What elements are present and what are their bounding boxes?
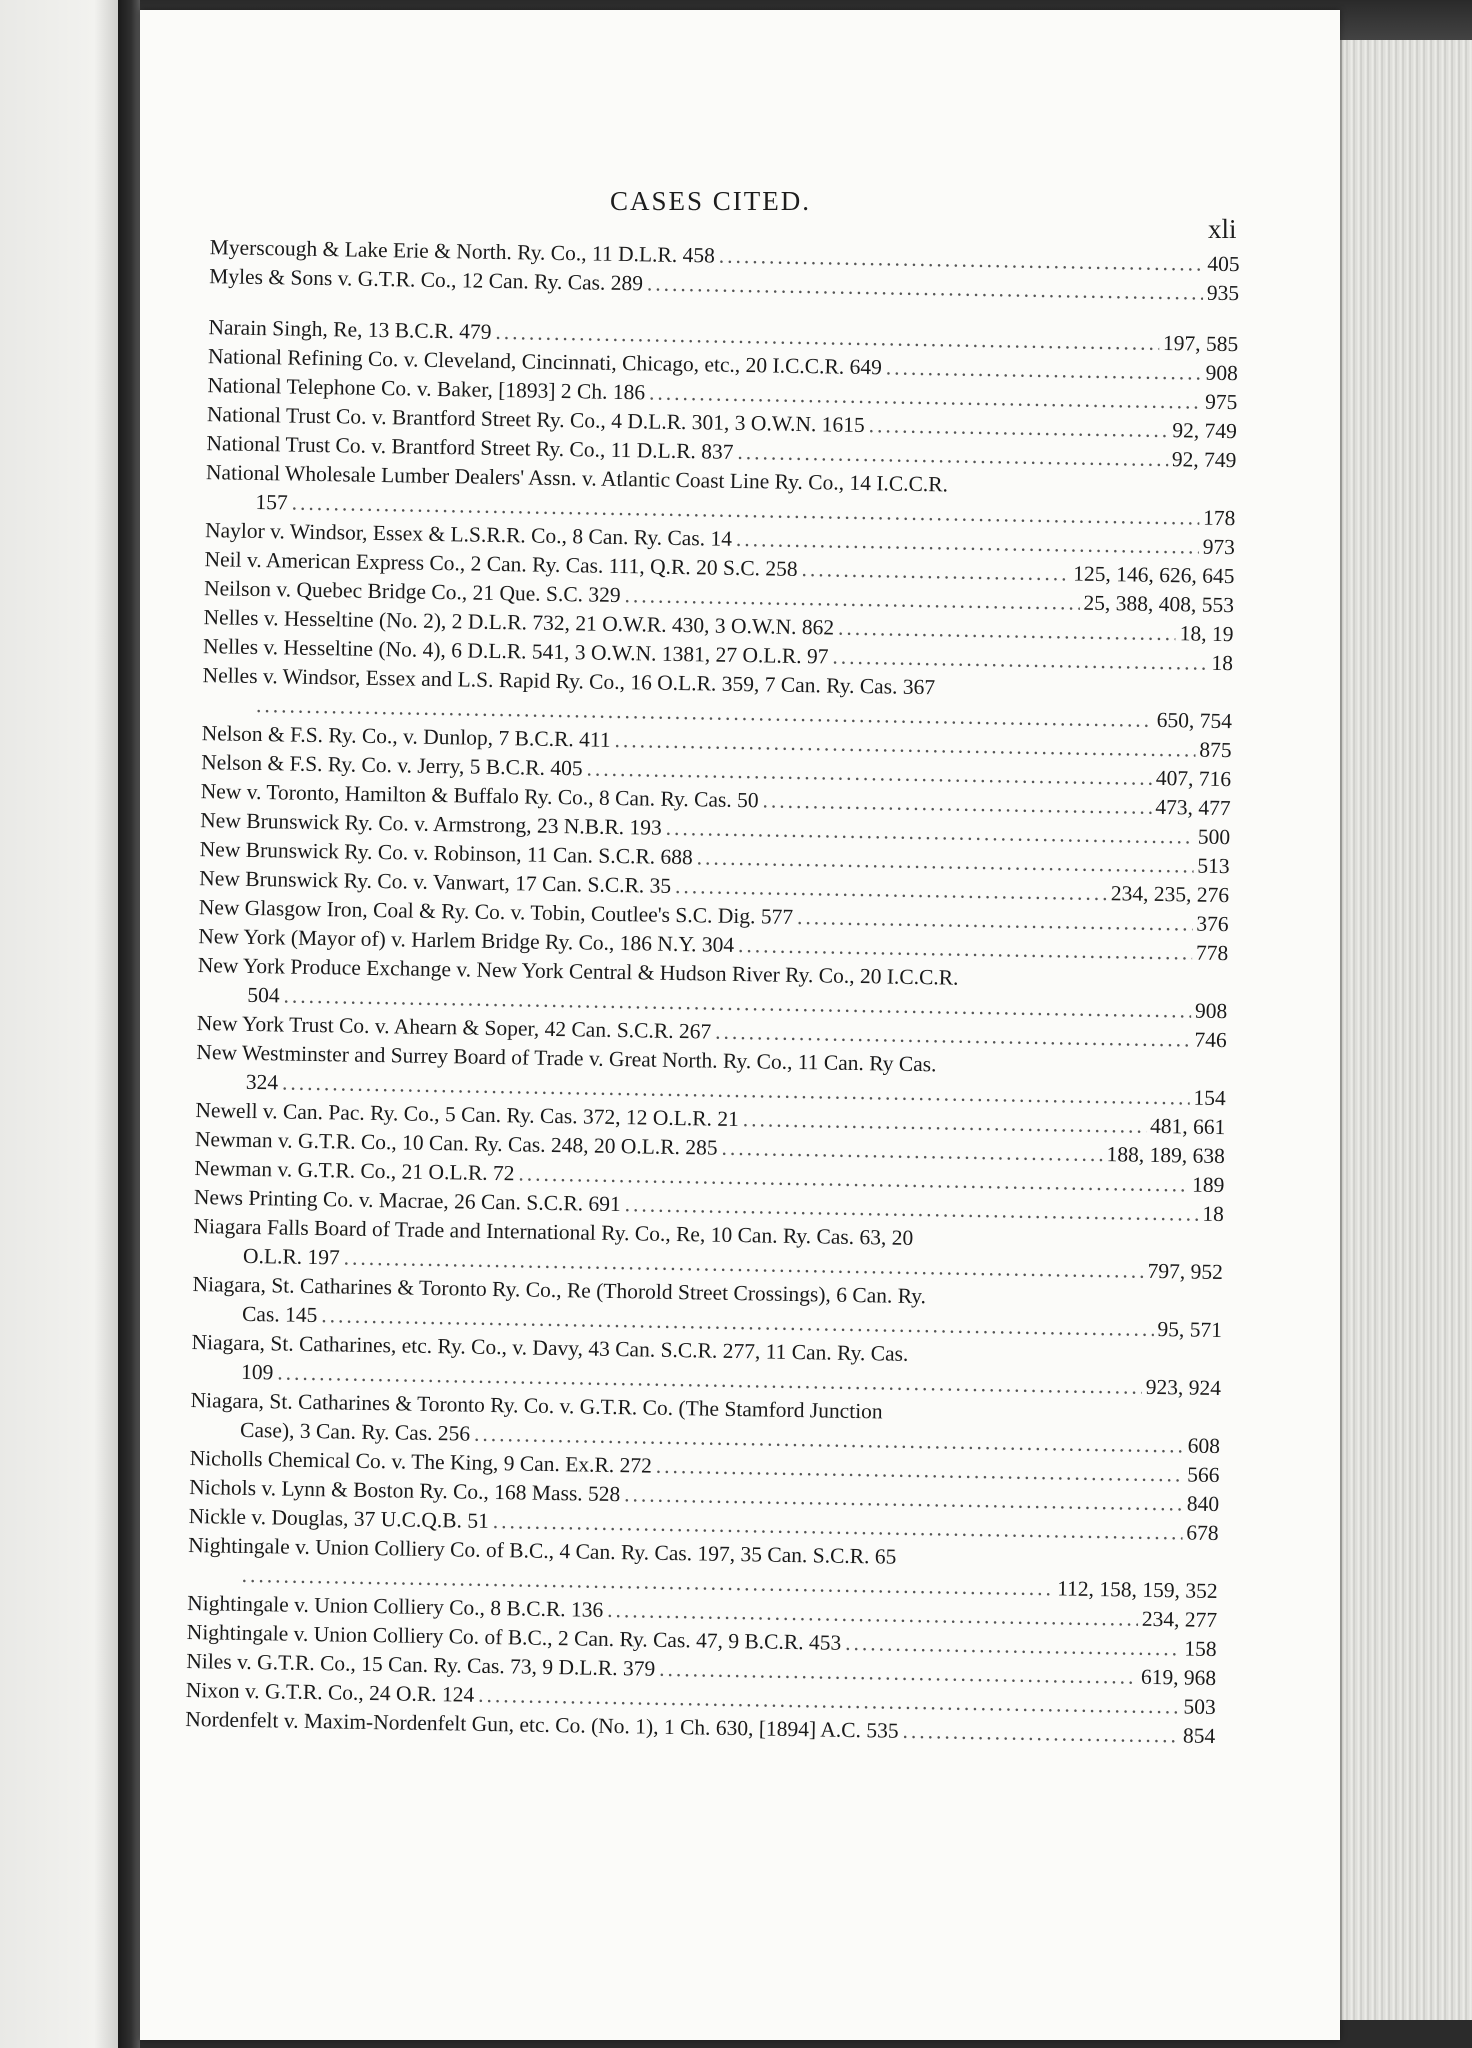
- citation-title: Nelles v. Windsor, Essex and L.S. Rapid Ry. Co., 16 O.L.R. 359, 7 Can. Ry. Cas. 367: [202, 663, 936, 700]
- citation-pages: 481, 661: [1149, 1113, 1226, 1140]
- citation-pages: 18: [1202, 1201, 1225, 1227]
- dot-leader: [801, 555, 1069, 588]
- citation-continuation-text: O.L.R. 197: [242, 1243, 340, 1270]
- citation-pages: 619, 968: [1140, 1664, 1217, 1691]
- citation-pages: 188, 189, 638: [1106, 1142, 1226, 1169]
- citation-title: Niagara Falls Board of Trade and International Ry. Co., Re, 10 Can. Ry. Cas. 63, 20: [193, 1214, 914, 1250]
- citation-pages: 18, 19: [1179, 621, 1234, 647]
- citation-title: New York (Mayor of) v. Harlem Bridge Ry. Co., 186 N.Y. 304: [198, 924, 735, 957]
- citation-pages: 112, 158, 159, 352: [1056, 1576, 1218, 1604]
- citation-title: Newell v. Can. Pac. Ry. Co., 5 Can. Ry. Cas. 372, 12 O.L.R. 21: [195, 1098, 740, 1132]
- citation-pages: 875: [1199, 737, 1232, 763]
- citation-title: National Wholesale Lumber Dealers' Assn. v. Atlantic Coast Line Ry. Co., 14 I.C.C.R.: [205, 460, 949, 497]
- citation-pages: 197, 585: [1162, 330, 1239, 357]
- citation-pages: 908: [1205, 360, 1239, 386]
- citation-pages: 92, 749: [1171, 447, 1237, 473]
- citation-title: Nightingale v. Union Colliery Co. of B.C., 2 Can. Ry. Cas. 47, 9 B.C.R. 453: [186, 1619, 842, 1655]
- citation-title: Niagara, St. Catharines & Toronto Ry. Co. v. G.T.R. Co. (The Stamford Junction: [190, 1388, 883, 1424]
- citation-title: Myles & Sons v. G.T.R. Co., 12 Can. Ry. Cas. 289: [209, 264, 644, 296]
- citation-pages: 973: [1202, 534, 1236, 560]
- citation-title: Nicholls Chemical Co. v. The King, 9 Can. Ex.R. 272: [189, 1445, 653, 1478]
- citation-pages: 18: [1211, 650, 1234, 676]
- citation-pages: 678: [1186, 1520, 1219, 1546]
- citation-pages: 92, 749: [1172, 418, 1238, 444]
- citation-title: Naylor v. Windsor, Essex & L.S.R.R. Co., 8 Can. Ry. Cas. 14: [204, 518, 733, 551]
- citation-title: News Printing Co. v. Macrae, 26 Can. S.C.R. 691: [193, 1185, 621, 1217]
- citation-pages: 500: [1197, 824, 1231, 850]
- citation-pages: 405: [1207, 251, 1240, 277]
- citation-title: Nordenfelt v. Maxim-Nordenfelt Gun, etc. Co. (No. 1), 1 Ch. 630, [1894] A.C. 535: [185, 1706, 899, 1743]
- citation-title: Niagara, St. Catharines, etc. Ry. Co., v. Davy, 43 Can. S.C.R. 277, 11 Can. Ry. Cas.: [191, 1330, 909, 1366]
- citation-pages: 154: [1193, 1085, 1226, 1111]
- citation-continuation-text: Case), 3 Can. Ry. Cas. 256: [239, 1417, 471, 1446]
- citation-pages: 778: [1195, 940, 1229, 966]
- citation-title: Nelles v. Hesseltine (No. 4), 6 D.L.R. 541, 3 O.W.N. 1381, 27 O.L.R. 97: [202, 634, 829, 669]
- citation-title: Myerscough & Lake Erie & North. Ry. Co., 11 D.L.R. 458: [209, 235, 716, 268]
- citation-title: Nichols v. Lynn & Boston Ry. Co., 168 Mass. 528: [189, 1474, 621, 1507]
- citation-continuation-text: 157: [255, 489, 288, 515]
- citation-title: Narain Singh, Re, 13 B.C.R. 479: [208, 315, 492, 344]
- citation-title: National Refining Co. v. Cleveland, Cincinnati, Chicago, etc., 20 I.C.C.R. 649: [207, 344, 883, 380]
- citation-title: National Trust Co. v. Brantford Street Ry. Co., 11 D.L.R. 837: [206, 431, 734, 464]
- citation-title: New Brunswick Ry. Co. v. Robinson, 11 Can. S.C.R. 688: [199, 837, 693, 870]
- case-citation-list: [115, 232, 1340, 1753]
- citation-pages: 376: [1196, 911, 1229, 937]
- citation-title: Nelson & F.S. Ry. Co. v. Jerry, 5 B.C.R. 405: [201, 750, 583, 781]
- citation-pages: 513: [1197, 853, 1230, 879]
- citation-title: National Trust Co. v. Brantford Street Ry. Co., 4 D.L.R. 301, 3 O.W.N. 1615: [206, 402, 865, 438]
- citation-pages: 158: [1184, 1636, 1217, 1662]
- citation-pages: 608: [1187, 1433, 1221, 1459]
- citation-title: Newman v. G.T.R. Co., 10 Can. Ry. Cas. 248, 20 O.L.R. 285: [194, 1127, 718, 1160]
- citation-pages: 908: [1194, 998, 1228, 1024]
- citation-title: Nelles v. Hesseltine (No. 2), 2 D.L.R. 732, 21 O.W.R. 430, 3 O.W.N. 862: [203, 605, 835, 640]
- citation-pages: 566: [1187, 1462, 1220, 1488]
- citation-title: New York Produce Exchange v. New York Central & Hudson River Ry. Co., 20 I.C.C.R.: [197, 953, 959, 990]
- citation-pages: 923, 924: [1145, 1374, 1222, 1401]
- citation-title: Nightingale v. Union Colliery Co. of B.C., 4 Can. Ry. Cas. 197, 35 Can. S.C.R. 65: [188, 1532, 897, 1569]
- citation-title: Newman v. G.T.R. Co., 21 O.L.R. 72: [194, 1156, 515, 1186]
- citation-title: Nightingale v. Union Colliery Co., 8 B.C.R. 136: [187, 1590, 604, 1622]
- citation-pages: 234, 277: [1141, 1606, 1218, 1633]
- citation-title: Nelson & F.S. Ry. Co., v. Dunlop, 7 B.C.R. 411: [201, 721, 611, 752]
- citation-title: National Telephone Co. v. Baker, [1893] 2 Ch. 186: [207, 373, 646, 405]
- citation-pages: 975: [1204, 389, 1238, 415]
- citation-continuation-text: 109: [240, 1359, 274, 1385]
- citation-pages: 797, 952: [1147, 1258, 1224, 1285]
- citation-pages: 178: [1202, 505, 1236, 531]
- running-title: CASES CITED.: [610, 186, 812, 216]
- facing-page-edge: [0, 0, 118, 2048]
- page-stack-edges: [1340, 40, 1472, 2020]
- citation-continuation-text: 324: [245, 1069, 279, 1095]
- citation-title: Neil v. American Express Co., 2 Can. Ry. Cas. 111, Q.R. 20 S.C. 258: [204, 547, 798, 581]
- citation-title: New York Trust Co. v. Ahearn & Soper, 42 Can. S.C.R. 267: [196, 1011, 712, 1044]
- citation-title: Neilson v. Quebec Bridge Co., 21 Que. S.C. 329: [203, 576, 621, 608]
- citation-pages: 189: [1191, 1172, 1225, 1198]
- citation-title: New v. Toronto, Hamilton & Buffalo Ry. Co., 8 Can. Ry. Cas. 50: [200, 779, 759, 813]
- citation-pages: 473, 477: [1155, 794, 1231, 821]
- citation-pages: 234, 235, 276: [1110, 881, 1230, 908]
- citation-pages: 746: [1194, 1027, 1227, 1053]
- citation-title: New Brunswick Ry. Co. v. Armstrong, 23 N.B.R. 193: [200, 808, 662, 840]
- citation-pages: 854: [1182, 1723, 1216, 1749]
- citation-title: Nickle v. Douglas, 37 U.C.Q.B. 51: [188, 1503, 490, 1533]
- citation-continuation-text: 504: [247, 982, 280, 1008]
- citation-pages: 125, 146, 626, 645: [1073, 561, 1235, 589]
- citation-pages: 503: [1183, 1694, 1216, 1720]
- citation-title: Nixon v. G.T.R. Co., 24 O.R. 124: [185, 1677, 475, 1707]
- citation-continuation-text: Cas. 145: [241, 1301, 318, 1328]
- citation-title: Niles v. G.T.R. Co., 15 Can. Ry. Cas. 73, 9 D.L.R. 379: [186, 1648, 656, 1681]
- citation-pages: 25, 388, 408, 553: [1083, 590, 1235, 618]
- citation-title: New Brunswick Ry. Co. v. Vanwart, 17 Can. S.C.R. 35: [199, 866, 672, 898]
- citation-title: New Westminster and Surrey Board of Trade v. Great North. Ry. Co., 11 Can. Ry Cas.: [196, 1040, 937, 1077]
- citation-pages: 935: [1206, 280, 1240, 306]
- citation-title: Niagara, St. Catharines & Toronto Ry. Co., Re (Thorold Street Crossings), 6 Can. Ry.: [192, 1272, 927, 1309]
- citation-pages: 95, 571: [1157, 1317, 1223, 1343]
- page-number: xli: [1208, 214, 1237, 244]
- dot-leader: [902, 1717, 1179, 1751]
- citation-title: New Glasgow Iron, Coal & Ry. Co. v. Tobin, Coutlee's S.C. Dig. 577: [198, 895, 794, 929]
- citation-pages: 650, 754: [1156, 707, 1233, 734]
- citation-pages: 407, 716: [1155, 765, 1232, 792]
- citation-pages: 840: [1186, 1491, 1220, 1517]
